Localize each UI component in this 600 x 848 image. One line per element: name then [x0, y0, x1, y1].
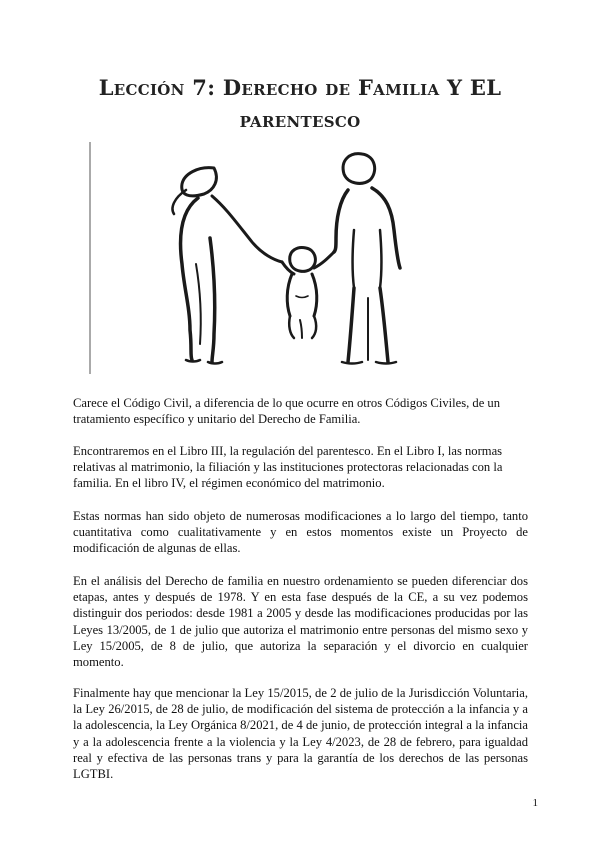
page-title — [40, 72, 560, 136]
mother-figure-icon — [173, 168, 283, 364]
paragraph: Encontraremos en el Libro III, la regulación del parentesco. En el Libro I, las normas relativas al matrimonio, la filiación y las instituciones protectoras relacionadas con la familia. En el libro IV, el régimen económico del matrimonio. — [73, 444, 503, 491]
title-line-1: Lección 7: Derecho de Familia Y EL — [98, 75, 502, 100]
paragraph: Carece el Código Civil, a diferencia de lo que ocurre en otros Códigos Civiles, de un tratamiento específico y unitario del Derecho de Familia. — [73, 396, 501, 427]
title-line-2: parentesco — [239, 107, 361, 132]
page-number: 1 — [532, 797, 538, 809]
family-illustration — [86, 138, 456, 374]
paragraph: En el análisis del Derecho de familia en nuestro ordenamiento se pueden diferenciar dos etapas, antes y después de 1978. Y en esta fase después de la CE, a su vez podemos distinguir dos periodos: desde 1981 a 2005 y desde las modificaciones producidas por las Leyes 13/2005, de 1 de julio que autoriza el matrimonio entre personas del mismo sexo y Ley 15/2005, de 8 de julio, que autoriza la separación y el divorcio en cualquier momento. — [73, 574, 528, 670]
father-figure-icon — [334, 154, 400, 364]
paragraph: Estas normas han sido objeto de numerosas modificaciones a lo largo del tiempo, tanto cuantitativa como cualitativamente y en estos momentos existe un Proyecto de modificación de algunas de ellas. — [73, 509, 528, 556]
paragraph: Finalmente hay que mencionar la Ley 15/2015, de 2 de julio de la Jurisdicción Voluntaria, la Ley 26/2015, de 28 de julio, de modificación del sistema de protección a la infancia y a la adolescencia, la Ley Orgánica 8/2021, de 4 de junio, de protección integral a la infancia y a la adolescencia frente a la violencia y la Ley 4/2023, de 28 de febrero, para igualdad real y efectiva de las personas trans y para la garantía de los derechos de las personas LGTBI. — [73, 686, 528, 782]
child-figure-icon — [282, 248, 334, 338]
